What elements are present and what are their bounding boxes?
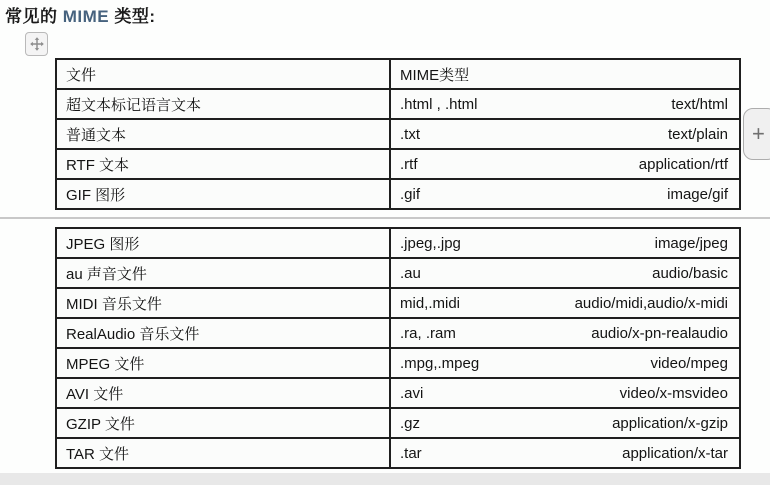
mime-cell[interactable] <box>390 119 740 149</box>
mime-cell[interactable] <box>390 149 740 179</box>
mime-cell[interactable] <box>390 378 740 408</box>
mime-type-value: image/gif <box>667 185 728 203</box>
mime-cell[interactable] <box>390 348 740 378</box>
mime-type-value: application/rtf <box>638 155 728 173</box>
extension-value: .tar <box>400 444 422 462</box>
move-icon <box>29 36 45 52</box>
extension-value: .au <box>400 264 421 282</box>
file-cell[interactable]: JPEG 图形 <box>56 228 390 258</box>
mime-cell[interactable] <box>390 89 740 119</box>
file-cell[interactable]: MIDI 音乐文件 <box>56 288 390 318</box>
extension-value: .mpg,.mpeg <box>400 354 480 372</box>
table-row <box>56 318 740 348</box>
extension-value: .gz <box>400 414 421 432</box>
mime-type-value: audio/midi,audio/x-midi <box>574 294 728 312</box>
extension-value: mid,.midi <box>400 294 461 312</box>
extension-value: .gif <box>400 185 421 203</box>
file-cell[interactable]: TAR 文件 <box>56 438 390 468</box>
extension-value: .rtf <box>400 155 418 173</box>
move-handle-button[interactable] <box>25 32 48 56</box>
table-row <box>56 179 740 209</box>
extension-value: .txt <box>400 125 421 143</box>
mime-cell[interactable] <box>390 438 740 468</box>
file-cell[interactable]: AVI 文件 <box>56 378 390 408</box>
file-cell[interactable]: MPEG 文件 <box>56 348 390 378</box>
extension-value: .html , .html <box>400 95 478 113</box>
table-row <box>56 228 740 258</box>
mime-cell[interactable] <box>390 318 740 348</box>
header-cell-file[interactable]: 文件 <box>56 59 390 89</box>
mime-table-bottom <box>55 227 741 469</box>
table-row <box>56 348 740 378</box>
add-table-button[interactable]: + <box>743 108 770 160</box>
page-break-divider <box>0 217 770 219</box>
page-title-prefix: 常见的 <box>5 7 63 26</box>
table-header-row <box>56 59 740 89</box>
mime-type-value: video/mpeg <box>650 354 728 372</box>
mime-cell[interactable] <box>390 258 740 288</box>
file-cell[interactable]: au 声音文件 <box>56 258 390 288</box>
mime-cell[interactable] <box>390 179 740 209</box>
mime-cell[interactable] <box>390 228 740 258</box>
mime-cell[interactable] <box>390 408 740 438</box>
table-row <box>56 258 740 288</box>
page-title-suffix: 类型: <box>109 7 156 26</box>
file-cell[interactable]: RealAudio 音乐文件 <box>56 318 390 348</box>
table-row <box>56 288 740 318</box>
mime-type-value: image/jpeg <box>654 234 728 252</box>
table-row <box>56 119 740 149</box>
mime-type-value: application/x-tar <box>622 444 728 462</box>
table-row <box>56 408 740 438</box>
table-row <box>56 438 740 468</box>
mime-type-value: audio/x-pn-realaudio <box>591 324 728 342</box>
page-title <box>5 2 156 27</box>
mime-cell[interactable] <box>390 288 740 318</box>
extension-value: .avi <box>400 384 424 402</box>
header-cell-mime-type[interactable]: MIME类型 <box>390 59 740 89</box>
table-row <box>56 378 740 408</box>
page-title-mime: MIME <box>62 7 110 26</box>
file-cell[interactable]: GIF 图形 <box>56 179 390 209</box>
mime-type-value: audio/basic <box>652 264 728 282</box>
file-cell[interactable]: RTF 文本 <box>56 149 390 179</box>
table-row <box>56 89 740 119</box>
mime-type-value: application/x-gzip <box>612 414 728 432</box>
mime-type-value: text/html <box>671 95 728 113</box>
file-cell[interactable]: GZIP 文件 <box>56 408 390 438</box>
extension-value: .jpeg,.jpg <box>400 234 461 252</box>
file-cell[interactable]: 超文本标记语言文本 <box>56 89 390 119</box>
mime-type-value: text/plain <box>667 125 728 143</box>
mime-type-value: video/x-msvideo <box>619 384 728 402</box>
table-row <box>56 149 740 179</box>
mime-table-top <box>55 58 741 210</box>
page-bottom-edge <box>0 473 770 485</box>
extension-value: .ra, .ram <box>400 324 456 342</box>
file-cell[interactable]: 普通文本 <box>56 119 390 149</box>
